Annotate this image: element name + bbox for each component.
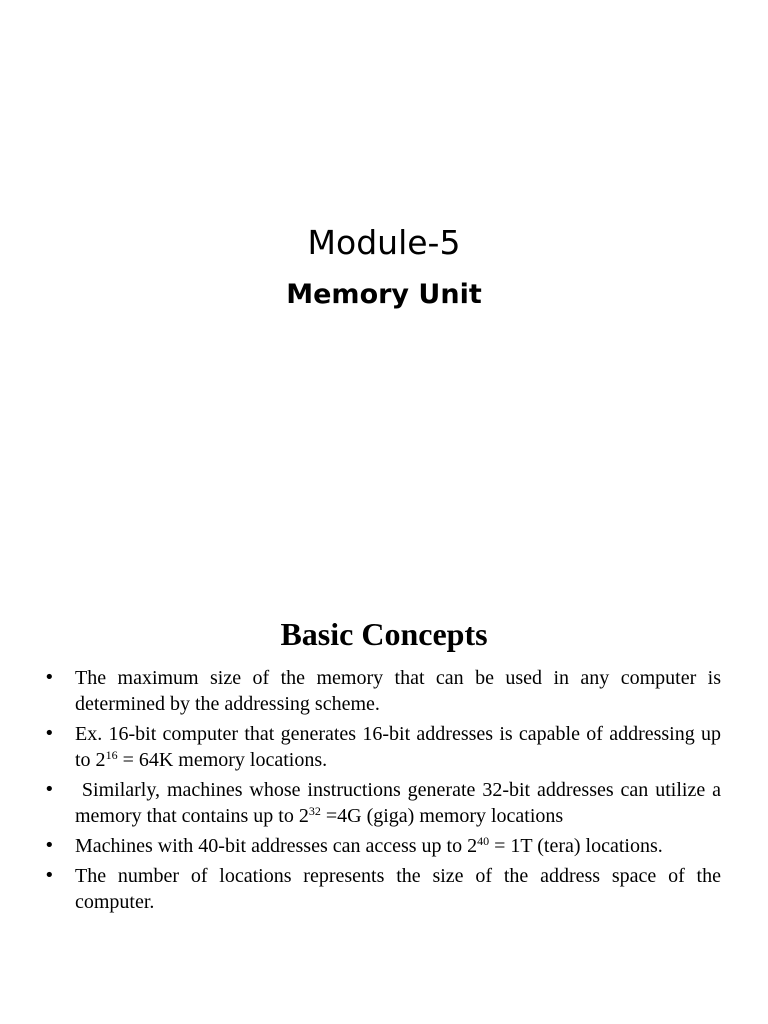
bullet-text-tail: = 1T (tera) locations. (489, 835, 663, 857)
bullet-icon: • (44, 723, 55, 744)
bullet-text-tail: = 64K memory locations. (117, 749, 328, 771)
bullet-icon: • (44, 667, 55, 688)
bullet-icon: • (44, 865, 55, 886)
bullet-text: Similarly, machines whose instructions generate 32-bit addresses can utilize a memory that contains up to 2 (75, 779, 721, 827)
bullet-text: The number of locations represents the size of the address space of the computer. (75, 865, 721, 913)
content-slide (0, 576, 768, 1024)
bullet-icon: • (44, 779, 55, 800)
exponent: 40 (477, 834, 490, 848)
bullet-item (44, 665, 721, 717)
bullet-text: The maximum size of the memory that can be used in any computer is determined by the addressing scheme. (75, 667, 721, 715)
module-title: Module-5 (307, 223, 461, 262)
bullet-text: Ex. 16-bit computer that generates 16-bit addresses is capable of addressing up to 2 (75, 723, 721, 771)
exponent: 16 (105, 748, 118, 762)
bullet-item (44, 721, 721, 773)
bullet-item (44, 833, 721, 859)
slide-heading: Basic Concepts (280, 616, 488, 652)
bullet-icon: • (44, 835, 55, 856)
exponent: 32 (308, 804, 321, 818)
bullet-item (44, 863, 721, 915)
bullet-text-tail: =4G (giga) memory locations (320, 805, 564, 827)
module-subtitle: Memory Unit (286, 279, 482, 310)
bullet-list (44, 665, 721, 919)
bullet-text: Machines with 40-bit addresses can access up to 2 (75, 835, 478, 857)
bullet-item (44, 777, 721, 829)
